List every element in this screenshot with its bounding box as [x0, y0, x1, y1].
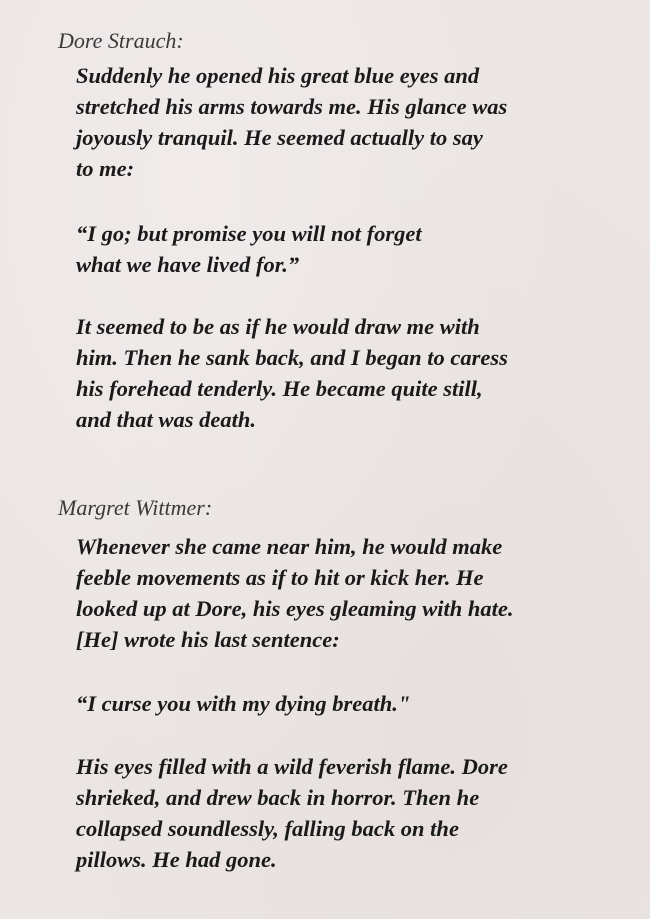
text-line: and that was death.	[76, 407, 257, 432]
text-line: what we have lived for.”	[76, 252, 300, 277]
paragraph	[76, 531, 514, 655]
quote-paragraph	[76, 688, 410, 719]
text-line: his forehead tenderly. He became quite still,	[76, 376, 483, 401]
text-line: feeble movements as if to hit or kick her. He	[76, 565, 484, 590]
text-line: looked up at Dore, his eyes gleaming with hate.	[76, 596, 514, 621]
text-line: “I curse you with my dying breath."	[76, 691, 411, 716]
text-line: him. Then he sank back, and I began to caress	[76, 345, 508, 370]
text-line: Suddenly he opened his great blue eyes and	[76, 63, 480, 88]
speaker-heading: Margret Wittmer:	[58, 495, 213, 520]
text-line: “I go; but promise you will not forget	[76, 221, 422, 246]
paragraph	[76, 311, 508, 435]
text-line: His eyes filled with a wild feverish flame. Dore	[76, 754, 508, 779]
quote-paragraph	[76, 218, 422, 280]
text-line: shrieked, and drew back in horror. Then he	[76, 785, 480, 810]
paragraph	[76, 751, 508, 875]
text-line: to me:	[76, 156, 135, 181]
text-line: Whenever she came near him, he would make	[76, 534, 503, 559]
text-line: [He] wrote his last sentence:	[76, 627, 340, 652]
paragraph	[76, 60, 507, 184]
text-line: joyously tranquil. He seemed actually to say	[76, 125, 483, 150]
text-line: stretched his arms towards me. His glance was	[76, 94, 508, 119]
speaker-heading: Dore Strauch:	[58, 28, 184, 53]
text-line: pillows. He had gone.	[76, 847, 277, 872]
text-line: It seemed to be as if he would draw me with	[76, 314, 480, 339]
text-line: collapsed soundlessly, falling back on the	[76, 816, 459, 841]
